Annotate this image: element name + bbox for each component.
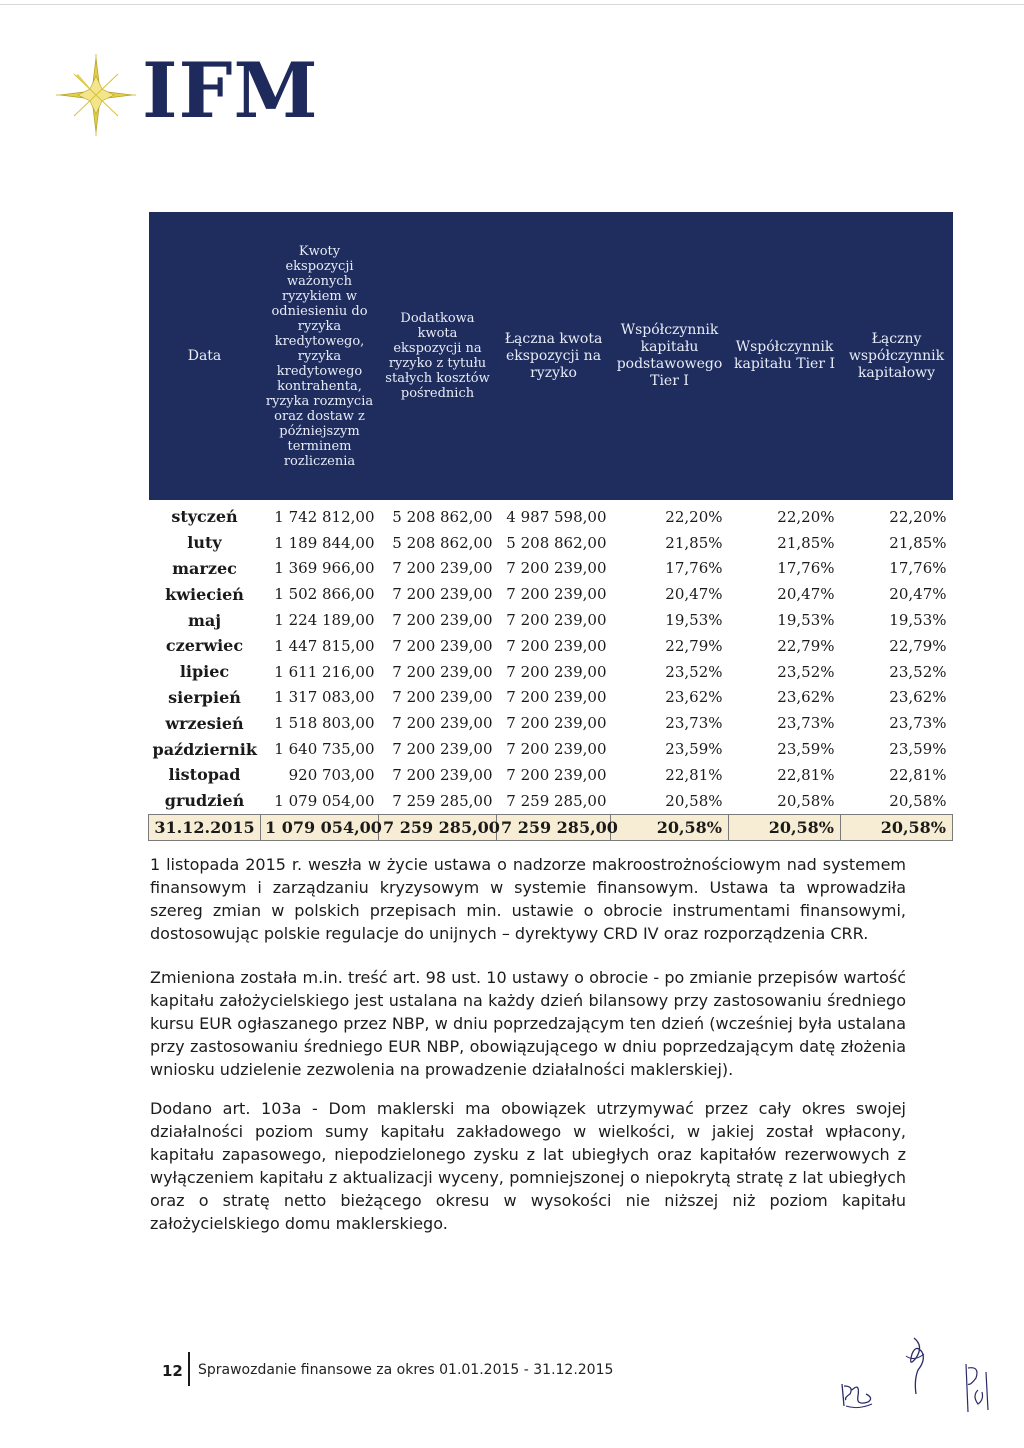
- cell-total-exposure: 7 200 239,00: [506, 636, 607, 655]
- table-row: [149, 788, 953, 814]
- paragraph-art-98: Zmieniona została m.in. treść art. 98 ust. 10 ustawy o obrocie - po zmianie przepisów wartość kapitału założycielskiego jest ustalana na każdy dzień bilansowy przy zastosowaniu średniego kursu EUR ogłaszanego przez NBP, w dniu poprzedzającym ten dzień (wcześniej była ustalana przy zastosowaniu średniego EUR NBP, obowiązującego w dniu poprzedzającym datę złożenia wniosku udzielenie zezwolenia na prowadzenie działalności maklerskiej).: [150, 968, 906, 1079]
- total-cell-total-exposure: 7 259 285,00: [497, 814, 611, 841]
- cell-risk-exposure: 1 224 189,00: [274, 611, 375, 630]
- total-cell-risk-exposure: 1 079 054,00: [261, 814, 379, 841]
- cell-additional-exposure: 7 200 239,00: [392, 585, 493, 604]
- cell-total-capital-ratio: 21,85%: [889, 533, 947, 552]
- cell-tier1-ratio: 23,59%: [777, 740, 835, 759]
- cell-month: czerwiec: [165, 636, 244, 656]
- top-border-line: [0, 4, 1024, 5]
- cell-additional-exposure: 7 200 239,00: [392, 662, 493, 681]
- cell-total-capital-ratio: 23,73%: [889, 714, 947, 733]
- cell-risk-exposure: 1 640 735,00: [274, 740, 375, 759]
- cell-total-exposure: 7 200 239,00: [506, 740, 607, 759]
- table-row: [149, 762, 953, 788]
- cell-tier1-ratio: 22,81%: [777, 765, 835, 784]
- page-footer: [162, 1352, 662, 1388]
- cell-cet1-ratio: 20,47%: [665, 585, 723, 604]
- cell-total-capital-ratio: 22,81%: [889, 765, 947, 784]
- cell-total-exposure: 7 200 239,00: [506, 585, 607, 604]
- cell-total-capital-ratio: 23,52%: [889, 662, 947, 681]
- cell-cet1-ratio: 22,79%: [665, 636, 723, 655]
- cell-cet1-ratio: 20,58%: [665, 791, 723, 810]
- cell-risk-exposure: 1 502 866,00: [274, 585, 375, 604]
- handwritten-signature: [894, 1336, 934, 1396]
- cell-risk-exposure: 1 742 812,00: [274, 507, 375, 526]
- cell-additional-exposure: 7 200 239,00: [392, 636, 493, 655]
- cell-total-exposure: 7 259 285,00: [506, 791, 607, 810]
- cell-tier1-ratio: 22,20%: [777, 507, 835, 526]
- table-row: [149, 633, 953, 659]
- cell-month: listopad: [168, 765, 241, 785]
- total-cell-tier1-ratio: 20,58%: [729, 814, 841, 841]
- total-cell-additional-exposure: 7 259 285,00: [379, 814, 497, 841]
- cell-additional-exposure: 5 208 862,00: [392, 533, 493, 552]
- footer-divider: [188, 1352, 190, 1386]
- header-risk-exposure: Kwoty ekspozycji ważonych ryzykiem w odniesieniu do ryzyka kredytowego, ryzyka kredytowego kontrahenta, ryzyka rozmycia oraz dostaw z późniejszym terminem rozliczenia: [261, 212, 379, 500]
- cell-additional-exposure: 7 200 239,00: [392, 688, 493, 707]
- cell-month: styczeń: [171, 507, 238, 527]
- initials-signature-1: [838, 1376, 878, 1412]
- company-logo: [56, 46, 319, 136]
- cell-total-exposure: 5 208 862,00: [506, 533, 607, 552]
- cell-cet1-ratio: 23,59%: [665, 740, 723, 759]
- cell-additional-exposure: 7 200 239,00: [392, 714, 493, 733]
- cell-tier1-ratio: 20,58%: [777, 791, 835, 810]
- cell-total-exposure: 7 200 239,00: [506, 559, 607, 578]
- cell-month: marzec: [172, 558, 237, 578]
- cell-total-capital-ratio: 23,62%: [889, 688, 947, 707]
- header-data: Data: [149, 212, 261, 500]
- cell-total-exposure: 7 200 239,00: [506, 611, 607, 630]
- header-total-capital-ratio: Łączny współczynnik kapitałowy: [841, 212, 953, 500]
- header-total-exposure: Łączna kwota ekspozycji na ryzyko: [497, 212, 611, 500]
- cell-cet1-ratio: 23,52%: [665, 662, 723, 681]
- cell-tier1-ratio: 21,85%: [777, 533, 835, 552]
- table-row: [149, 607, 953, 633]
- cell-risk-exposure: 1 518 803,00: [274, 714, 375, 733]
- cell-month: maj: [187, 610, 222, 630]
- table-row: [149, 556, 953, 582]
- cell-additional-exposure: 7 200 239,00: [392, 559, 493, 578]
- cell-tier1-ratio: 23,73%: [777, 714, 835, 733]
- cell-total-exposure: 7 200 239,00: [506, 688, 607, 707]
- header-cet1-ratio: Współczynnik kapitału podstawowego Tier I: [611, 212, 729, 500]
- compass-star-icon: [56, 54, 136, 136]
- cell-risk-exposure: 920 703,00: [288, 765, 375, 784]
- footer-title: Sprawozdanie finansowe za okres 01.01.2015 - 31.12.2015: [198, 1362, 614, 1378]
- cell-total-exposure: 4 987 598,00: [506, 507, 607, 526]
- cell-additional-exposure: 7 200 239,00: [392, 765, 493, 784]
- paragraph-art-103a: Dodano art. 103a - Dom maklerski ma obowiązek utrzymywać przez cały okres swojej działalności poziom sumy kapitału zakładowego w wielkości, w jakiej został wpłacony, kapitału zapasowego, niepodzielonego zysku z lat ubiegłych oraz kapitałów rezerwowych z wyłączeniem kapitału z aktualizacji wyceny, pomniejszonej o niepokrytą stratę z lat ubiegłych oraz o stratę netto bieżącego okresu w wysokości nie niższej niż poziom kapitału założycielskiego domu maklerskiego.: [150, 1099, 906, 1233]
- cell-risk-exposure: 1 611 216,00: [274, 662, 375, 681]
- cell-risk-exposure: 1 189 844,00: [274, 533, 375, 552]
- cell-total-capital-ratio: 19,53%: [889, 611, 947, 630]
- table-row: [149, 500, 953, 530]
- cell-cet1-ratio: 23,73%: [665, 714, 723, 733]
- cell-additional-exposure: 7 200 239,00: [392, 740, 493, 759]
- page-number: 12: [162, 1362, 183, 1380]
- table-total-row: [149, 814, 953, 841]
- cell-cet1-ratio: 19,53%: [665, 611, 723, 630]
- paragraph-act-intro: 1 listopada 2015 r. weszła w życie ustawa o nadzorze makroostrożnościowym nad systemem finansowym i zarządzaniu kryzysowym w systemie finansowym. Ustawa ta wprowadziła szereg zmian w polskich przepisach min. ustawie o obrocie instrumentami finansowymi, dostosowując polskie regulacje do unijnych – dyrektywy CRD IV oraz rozporządzenia CRR.: [150, 855, 906, 943]
- cell-risk-exposure: 1 317 083,00: [274, 688, 375, 707]
- cell-tier1-ratio: 22,79%: [777, 636, 835, 655]
- cell-cet1-ratio: 17,76%: [665, 559, 723, 578]
- cell-total-capital-ratio: 22,79%: [889, 636, 947, 655]
- cell-total-exposure: 7 200 239,00: [506, 662, 607, 681]
- cell-month: grudzień: [164, 791, 245, 811]
- cell-tier1-ratio: 23,62%: [777, 688, 835, 707]
- table-row: [149, 530, 953, 556]
- table-row: [149, 685, 953, 711]
- cell-tier1-ratio: 20,47%: [777, 585, 835, 604]
- cell-cet1-ratio: 22,81%: [665, 765, 723, 784]
- cell-month: lipiec: [179, 662, 230, 682]
- cell-month: wrzesień: [165, 713, 244, 733]
- cell-additional-exposure: 7 259 285,00: [392, 791, 493, 810]
- cell-month: kwiecień: [165, 584, 244, 604]
- cell-cet1-ratio: 22,20%: [665, 507, 723, 526]
- cell-additional-exposure: 5 208 862,00: [392, 507, 493, 526]
- table-row: [149, 710, 953, 736]
- cell-risk-exposure: 1 369 966,00: [274, 559, 375, 578]
- cell-cet1-ratio: 23,62%: [665, 688, 723, 707]
- cell-total-capital-ratio: 20,58%: [889, 791, 947, 810]
- cell-month: sierpień: [168, 687, 241, 707]
- logo-text: IFM: [142, 46, 319, 135]
- cell-month: luty: [187, 533, 222, 553]
- total-cell-cet1-ratio: 20,58%: [611, 814, 729, 841]
- cell-tier1-ratio: 17,76%: [777, 559, 835, 578]
- cell-risk-exposure: 1 447 815,00: [274, 636, 375, 655]
- cell-tier1-ratio: 23,52%: [777, 662, 835, 681]
- cell-total-capital-ratio: 23,59%: [889, 740, 947, 759]
- capital-ratio-table: [148, 212, 953, 841]
- cell-cet1-ratio: 21,85%: [665, 533, 723, 552]
- table-header-row: [149, 212, 953, 500]
- header-tier1-ratio: Współczynnik kapitału Tier I: [729, 212, 841, 500]
- table-row: [149, 736, 953, 762]
- header-additional-exposure: Dodatkowa kwota ekspozycji na ryzyko z tytułu stałych kosztów pośrednich: [379, 212, 497, 500]
- cell-total-exposure: 7 200 239,00: [506, 714, 607, 733]
- cell-risk-exposure: 1 079 054,00: [274, 791, 375, 810]
- cell-total-capital-ratio: 22,20%: [889, 507, 947, 526]
- cell-total-capital-ratio: 17,76%: [889, 559, 947, 578]
- initials-signature-2: [958, 1360, 994, 1414]
- total-cell-month: 31.12.2015: [149, 814, 261, 841]
- table-row: [149, 659, 953, 685]
- cell-total-exposure: 7 200 239,00: [506, 765, 607, 784]
- cell-total-capital-ratio: 20,47%: [889, 585, 947, 604]
- table-row: [149, 581, 953, 607]
- cell-tier1-ratio: 19,53%: [777, 611, 835, 630]
- total-cell-total-capital-ratio: 20,58%: [841, 814, 953, 841]
- cell-month: październik: [152, 739, 257, 759]
- cell-additional-exposure: 7 200 239,00: [392, 611, 493, 630]
